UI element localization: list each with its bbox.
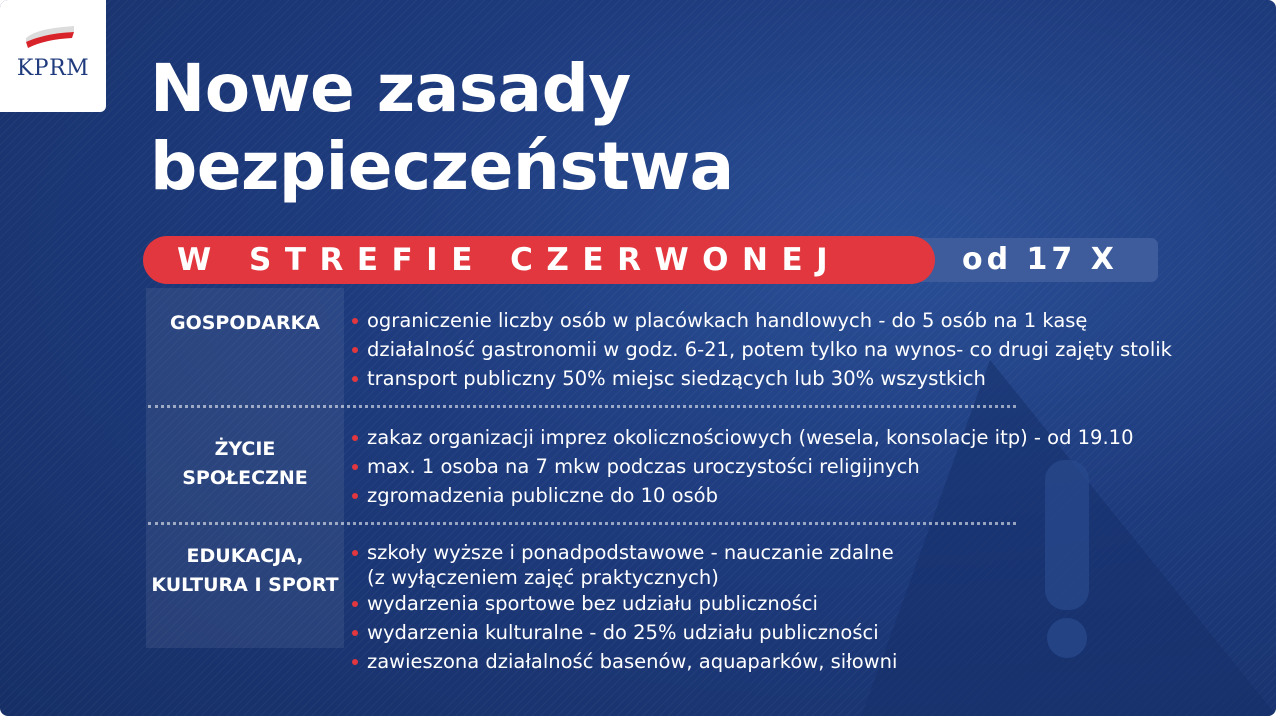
bullet-icon — [352, 435, 358, 441]
rules-list — [352, 538, 897, 676]
bullet-icon — [352, 630, 358, 636]
kprm-logo — [0, 0, 106, 112]
list-item: działalność gastronomii w godz. 6-21, potem tylko na wynos- co drugi zajęty stolik — [352, 335, 1172, 364]
list-item: szkoły wyższe i ponadpodstawowe - nauczanie zdalne (z wyłączeniem zajęć praktycznych) — [352, 538, 897, 589]
page-title: Nowe zasady bezpieczeństwa — [150, 50, 734, 205]
bullet-icon — [352, 659, 358, 665]
list-item: ograniczenie liczby osób w placówkach handlowych - do 5 osób na 1 kasę — [352, 306, 1172, 335]
list-item: wydarzenia kulturalne - do 25% udziału publiczności — [352, 618, 897, 647]
red-zone-banner — [143, 236, 935, 284]
list-item: transport publiczny 50% miejsc siedzących lub 30% wszystkich — [352, 364, 1172, 393]
section-divider — [148, 405, 1016, 408]
list-item: zgromadzenia publiczne do 10 osób — [352, 481, 1133, 510]
rules-list — [352, 306, 1172, 393]
logo-text: KPRM — [16, 56, 90, 81]
bullet-icon — [352, 376, 358, 382]
bullet-icon — [352, 601, 358, 607]
bullet-icon — [352, 347, 358, 353]
list-item: max. 1 osoba na 7 mkw podczas uroczystości religijnych — [352, 452, 1133, 481]
bullet-icon — [352, 550, 358, 556]
bullet-icon — [352, 318, 358, 324]
list-item: zakaz organizacji imprez okolicznościowych (wesela, konsolacje itp) - od 19.10 — [352, 423, 1133, 452]
category-label: GOSPODARKA — [169, 312, 321, 334]
rules-list — [352, 423, 1133, 510]
bullet-icon — [352, 464, 358, 470]
zone-label: W STREFIE CZERWONEJ — [177, 242, 842, 278]
date-label: od 17 X — [962, 242, 1118, 277]
category-label: EDUKACJA, KULTURA I SPORT — [151, 545, 339, 596]
category-label: ŻYCIE SPOŁECZNE — [182, 438, 308, 489]
polish-flag-icon — [24, 24, 76, 50]
section-divider — [148, 522, 1016, 525]
bullet-icon — [352, 493, 358, 499]
date-band — [900, 238, 1158, 282]
list-item: zawieszona działalność basenów, aquaparków, siłowni — [352, 647, 897, 676]
item-note: (z wyłączeniem zajęć praktycznych) — [367, 566, 719, 589]
list-item: wydarzenia sportowe bez udziału publiczności — [352, 589, 897, 618]
